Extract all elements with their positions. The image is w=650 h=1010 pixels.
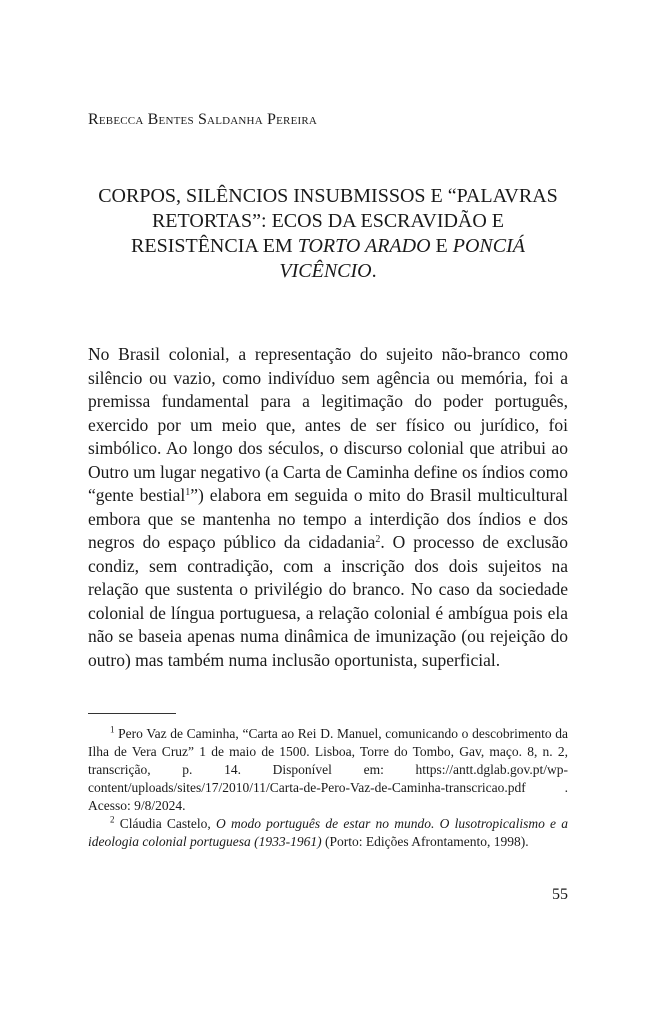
body-paragraph [88, 343, 568, 672]
footnote-ref-1[interactable]: 1 [185, 487, 191, 498]
title-connector: E [430, 235, 453, 257]
body-text-segment-1: No Brasil colonial, a representação do sujeito não-branco como silêncio ou vazio, como indivíduo sem agência ou memória, foi a premissa fundamental para a legitimação do poder português, exercido por um meio que, antes de ser físico ou jurídico, foi simbólico. Ao longo dos séculos, o discurso colonial que atribui ao Outro um lugar negativo (a Carta de Caminha define os índios como “gente bestial [88, 344, 568, 505]
title-work-torto-arado: TORTO ARADO [297, 235, 431, 257]
body-text-segment-2: ”) elabora em seguida o mito do Brasil multicultural embora que se mantenha no tempo a interdição dos índios e dos negros do espaço público da cidadania [88, 485, 568, 552]
footnote-1-number: 1 [110, 724, 115, 735]
title-end-punctuation: . [371, 260, 377, 282]
footnote-2-text: Cláudia Castelo, [114, 816, 216, 831]
title-main-text: CORPOS, SILÊNCIOS INSUBMISSOS E “PALAVRAS RETORTAS”: ECOS DA ESCRAVIDÃO E RESISTÊNCIA EM [98, 185, 558, 257]
footnote-2-publication: (Porto: Edições Afrontamento, 1998). [321, 834, 529, 849]
title-work-poncia-vicencio: PONCIÁ VICÊNCIO [279, 235, 525, 282]
footnote-ref-2[interactable]: 2 [375, 534, 381, 545]
running-header-author: Rebecca Bentes Saldanha Pereira [88, 111, 318, 128]
footnote-separator [88, 713, 176, 714]
footnote-2 [88, 815, 568, 851]
chapter-title [88, 184, 568, 284]
footnotes [88, 725, 568, 851]
footnote-2-book-title: O modo português de estar no mundo. O lusotropicalismo e a ideologia colonial portuguesa (1933-1961) [88, 816, 568, 849]
footnote-1-text: Pero Vaz de Caminha, “Carta ao Rei D. Manuel, comunicando o descobrimento da Ilha de Vera Cruz” 1 de maio de 1500. Lisboa, Torre do Tombo, Gav, maço. 8, n. 2, transcrição, p. 14. Disponível em: https://antt.dglab.gov.pt/wp-content/uploads/sites/17/2010/11/Carta-de-Pero-Vaz-de-Caminha-transcricao.pdf . Acesso: 9/8/2024. [88, 726, 568, 813]
footnote-2-number: 2 [110, 814, 115, 825]
page-number: 55 [552, 886, 568, 903]
footnote-1 [88, 725, 568, 815]
body-text-segment-3: . O processo de exclusão condiz, sem contradição, com a inscrição dos dois sujeitos na relação que sustenta o privilégio do branco. No caso da sociedade colonial de língua portuguesa, a relação colonial é ambígua pois ela não se baseia apenas numa dinâmica de imunização (ou rejeição do outro) mas também numa inclusão oportunista, superficial. [88, 532, 568, 670]
